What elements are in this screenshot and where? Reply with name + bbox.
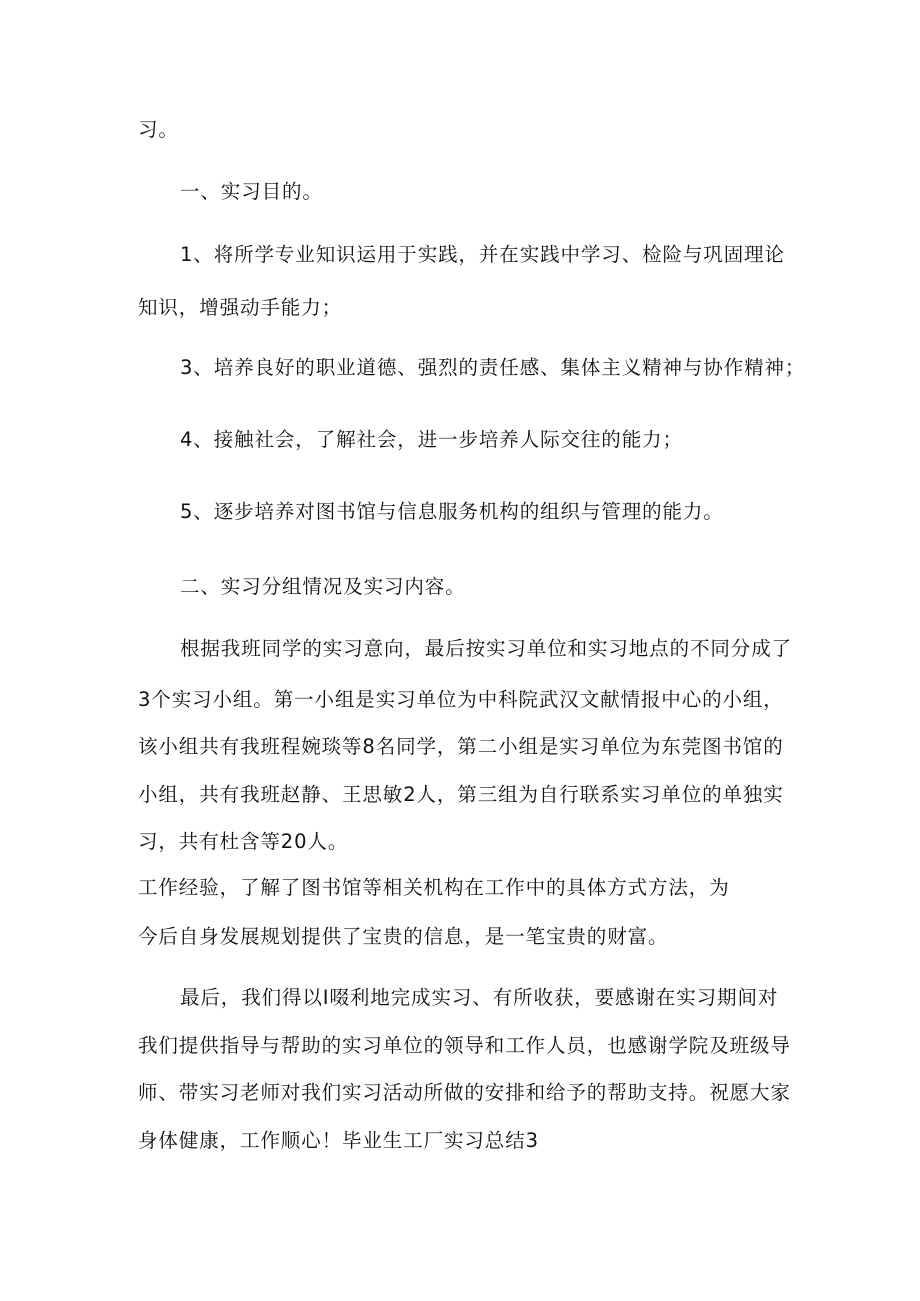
text-line-11: 该小组共有我班程婉琰等8名同学，第二小组是实习单位为东莞图书馆的 bbox=[138, 735, 784, 758]
text-line-18: 师、带实习老师对我们实习活动所做的安排和给予的帮助支持。祝愿大家 bbox=[138, 1081, 791, 1104]
text-line-6: 4、接触社会，了解社会，进一步培养人际交往的能力； bbox=[180, 428, 683, 451]
text-line-10: 3个实习小组。第一小组是实习单位为中科院武汉文献情报中心的小组， bbox=[138, 688, 784, 711]
section-heading-1: 一、实习目的。 bbox=[180, 180, 323, 203]
text-line-13: 习，共有杜含等20人。 bbox=[138, 830, 349, 853]
text-line-7: 5、逐步培养对图书馆与信息服务机构的组织与管理的能力。 bbox=[180, 500, 724, 523]
text-line-17: 我们提供指导与帮助的实习单位的领导和工作人员，也感谢学院及班级导 bbox=[138, 1034, 791, 1057]
text-line-4: 知识，增强动手能力； bbox=[138, 296, 343, 319]
text-line-15: 今后自身发展规划提供了宝贵的信息，是一笔宝贵的财富。 bbox=[138, 925, 669, 948]
text-line-14: 工作经验，了解了图书馆等相关机构在工作中的具体方式方法，为 bbox=[138, 876, 730, 899]
text-line-5: 3、培养良好的职业道德、强烈的责任感、集体主义精神与协作精神； bbox=[180, 356, 806, 379]
text-line-3: 1、将所学专业知识运用于实践，并在实践中学习、检险与巩固理论 bbox=[180, 243, 785, 266]
section-heading-2: 二、实习分组情况及实习内容。 bbox=[180, 575, 466, 598]
text-line-9: 根据我班同学的实习意向，最后按实习单位和实习地点的不同分成了 bbox=[180, 637, 793, 660]
text-line-1: 习。 bbox=[138, 118, 179, 141]
text-line-19: 身体健康，工作顺心！毕业生工厂实习总结3 bbox=[138, 1129, 539, 1152]
text-line-16: 最后，我们得以I啜利地完成实习、有所收获，要感谢在实习期间对 bbox=[180, 986, 779, 1009]
text-line-12: 小组，共有我班赵静、王思敏2人，第三组为自行联系实习单位的单独实 bbox=[138, 783, 784, 806]
